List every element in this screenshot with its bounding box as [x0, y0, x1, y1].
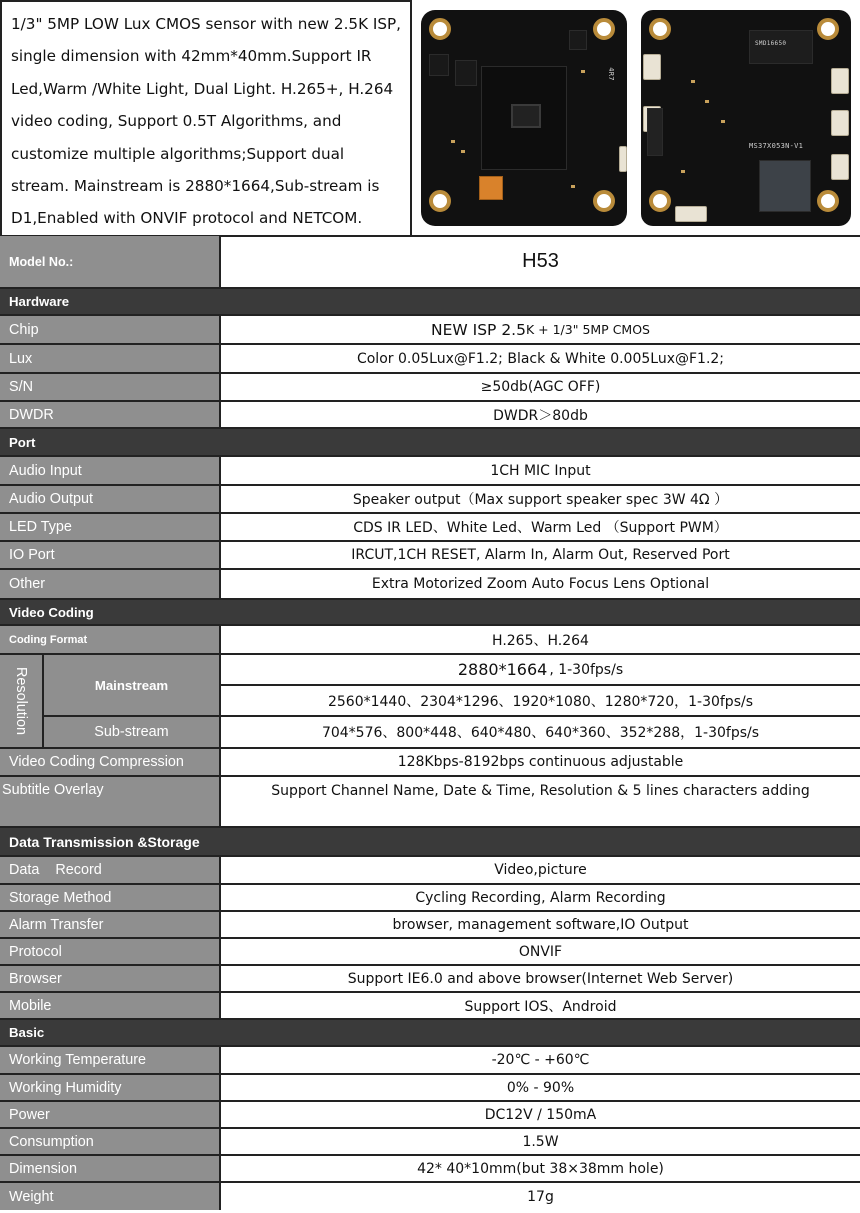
- transformer-chip: [749, 30, 813, 64]
- spec-value: IRCUT,1CH RESET, Alarm In, Alarm Out, Reserved Port: [351, 547, 730, 563]
- component: [569, 30, 587, 50]
- spec-value: ≥50db(AGC OFF): [480, 379, 601, 395]
- spec-label: Dimension: [0, 1156, 221, 1181]
- board-back-label-model: MS37X053N-V1: [749, 142, 804, 150]
- spec-value: 17g: [527, 1188, 554, 1205]
- spec-value: Support IE6.0 and above browser(Internet Web Server): [347, 970, 734, 987]
- board-back-label-top: SMD16650: [755, 40, 787, 47]
- spec-value: 1CH MIC Input: [490, 462, 591, 479]
- spec-value: browser, management software,IO Output: [392, 916, 689, 933]
- section-hardware: Hardware: [0, 289, 860, 316]
- spec-row: [0, 749, 860, 777]
- mainstream-top-rest: , 1-30fps/s: [549, 661, 624, 678]
- spec-value: Cycling Recording, Alarm Recording: [415, 889, 666, 906]
- spec-value: ONVIF: [518, 943, 563, 960]
- spec-row: [0, 542, 860, 570]
- mainstream-label: Mainstream: [44, 655, 221, 717]
- mainstream-list-value: 2560*1440、2304*1296、1920*1080、1280*720，1-30fps/s: [221, 686, 860, 717]
- section-port: Port: [0, 429, 860, 457]
- spec-value: DC12V / 150mA: [484, 1106, 597, 1123]
- spec-label: Storage Method: [0, 885, 221, 910]
- component: [455, 60, 477, 86]
- spec-row: [0, 885, 860, 912]
- spec-value: -20℃ - +60℃: [491, 1052, 590, 1068]
- spec-row: [0, 1102, 860, 1129]
- flex-connector: [647, 108, 663, 156]
- mainstream-top-big: 2880*1664: [457, 660, 548, 679]
- spec-row: [0, 1129, 860, 1156]
- pad: [571, 185, 575, 188]
- resolution-label-cell: [0, 655, 44, 747]
- pad: [451, 140, 455, 143]
- spec-label: DWDR: [0, 402, 221, 427]
- spec-value: Support IOS、Android: [464, 998, 617, 1015]
- spec-label: IO Port: [0, 542, 221, 568]
- spec-value: H.265、H.264: [492, 632, 589, 649]
- pad: [581, 70, 585, 73]
- spec-value: CDS IR LED、White Led、Warm Led （Support PWM）: [353, 520, 728, 536]
- spec-label: Lux: [0, 345, 221, 372]
- board-front-image: [421, 10, 627, 226]
- model-value: H53: [522, 250, 559, 272]
- spec-label: Other: [0, 570, 221, 598]
- connector: [831, 154, 849, 180]
- mount-hole: [429, 190, 451, 212]
- spec-label: Working Temperature: [0, 1047, 221, 1073]
- spec-value: Support Channel Name, Date & Time, Resolution & 5 lines characters adding: [271, 783, 810, 799]
- spec-value: DWDR＞80db: [493, 407, 588, 424]
- cmos-sensor: [511, 104, 541, 128]
- spec-row: [0, 993, 860, 1020]
- substream-label: Sub-stream: [44, 717, 221, 747]
- spec-row: [0, 1047, 860, 1075]
- spec-row: [0, 912, 860, 939]
- spec-value: 128Kbps-8192bps continuous adjustable: [397, 754, 684, 770]
- mainstream-top-value: [221, 655, 860, 686]
- spec-label: LED Type: [0, 514, 221, 540]
- spec-row: [0, 777, 860, 828]
- spec-row: [0, 626, 860, 655]
- spec-row: [0, 486, 860, 514]
- model-label: Model No.:: [0, 236, 221, 287]
- spec-value: 1.5W: [522, 1133, 559, 1150]
- spec-label: Working Humidity: [0, 1075, 221, 1100]
- mount-hole: [649, 190, 671, 212]
- spec-row: [0, 570, 860, 600]
- mount-hole: [649, 18, 671, 40]
- spec-row: [0, 966, 860, 993]
- chip-value-small: K + 1/3" 5MP CMOS: [525, 322, 650, 337]
- resolution-block: [0, 655, 860, 749]
- intro-block: [0, 0, 860, 237]
- connector: [675, 206, 707, 222]
- spec-label: Chip: [0, 316, 221, 343]
- spec-row: [0, 1156, 860, 1183]
- spec-label: Coding Format: [0, 626, 221, 653]
- pad: [691, 80, 695, 83]
- spec-label: Subtitle Overlay: [0, 777, 221, 826]
- pad: [721, 120, 725, 123]
- spec-value: 0% - 90%: [506, 1079, 575, 1096]
- spec-label: S/N: [0, 374, 221, 400]
- pad: [705, 100, 709, 103]
- mount-hole: [593, 190, 615, 212]
- pad: [461, 150, 465, 153]
- intro-description: 1/3" 5MP LOW Lux CMOS sensor with new 2.5K ISP, single dimension with 42mm*40mm.Support IR Led,Warm /White Light, Dual Light. H.265+, H.264 video coding, Support 0.5T Algorithms, and customize multiple algorithms;Support dual stream. Mainstream is 2880*1664,Sub-stream is D1,Enabled with ONVIF protocol and NETCOM.: [0, 0, 412, 237]
- spec-label: Weight: [0, 1183, 221, 1210]
- connector: [831, 110, 849, 136]
- spec-label: Data Record: [0, 857, 221, 883]
- spec-label: Browser: [0, 966, 221, 991]
- spec-value: 42* 40*10mm(but 38×38mm hole): [417, 1160, 664, 1177]
- component: [429, 54, 449, 76]
- spec-value: Color 0.05Lux@F1.2; Black & White 0.005Lux@F1.2;: [356, 350, 725, 367]
- mount-hole: [429, 18, 451, 40]
- connector: [643, 54, 661, 80]
- mount-hole: [593, 18, 615, 40]
- spec-label: Power: [0, 1102, 221, 1127]
- resolution-label: Resolution: [13, 667, 29, 735]
- spec-row: [0, 345, 860, 374]
- spec-label: Video Coding Compression: [0, 749, 221, 775]
- spec-row: [0, 1183, 860, 1210]
- section-basic: Basic: [0, 1020, 860, 1047]
- spec-value: Video,picture: [494, 862, 587, 878]
- connector: [619, 146, 627, 172]
- mount-hole: [817, 18, 839, 40]
- spec-row: [0, 514, 860, 542]
- spec-label: Protocol: [0, 939, 221, 964]
- spec-row: [0, 939, 860, 966]
- spec-label: Audio Input: [0, 457, 221, 484]
- board-front-label: 4R7: [606, 67, 615, 81]
- spec-table: [0, 236, 860, 1210]
- spec-value: [221, 316, 860, 343]
- pad: [681, 170, 685, 173]
- connector: [831, 68, 849, 94]
- spec-value: Extra Motorized Zoom Auto Focus Lens Optional: [371, 576, 710, 592]
- mount-hole: [817, 190, 839, 212]
- spec-row: [0, 457, 860, 486]
- soc-chip: [759, 160, 811, 212]
- spec-label: Consumption: [0, 1129, 221, 1154]
- spec-value: Speaker output（Max support speaker spec 3W 4Ω ）: [352, 492, 729, 508]
- spec-row: [0, 374, 860, 402]
- spec-label: Alarm Transfer: [0, 912, 221, 937]
- spec-row: [0, 1075, 860, 1102]
- chip-value-main: NEW ISP 2.5: [431, 320, 526, 339]
- spec-label: Audio Output: [0, 486, 221, 512]
- spec-row: [0, 402, 860, 429]
- substream-list-value: 704*576、800*448、640*480、640*360、352*288，1-30fps/s: [321, 725, 760, 741]
- spec-row: [0, 857, 860, 885]
- model-row: [0, 236, 860, 289]
- board-back-image: [641, 10, 851, 226]
- spec-row: [0, 316, 860, 345]
- test-pad: [479, 176, 503, 200]
- section-storage: Data Transmission &Storage: [0, 828, 860, 857]
- section-video-coding: Video Coding: [0, 600, 860, 626]
- spec-label: Mobile: [0, 993, 221, 1018]
